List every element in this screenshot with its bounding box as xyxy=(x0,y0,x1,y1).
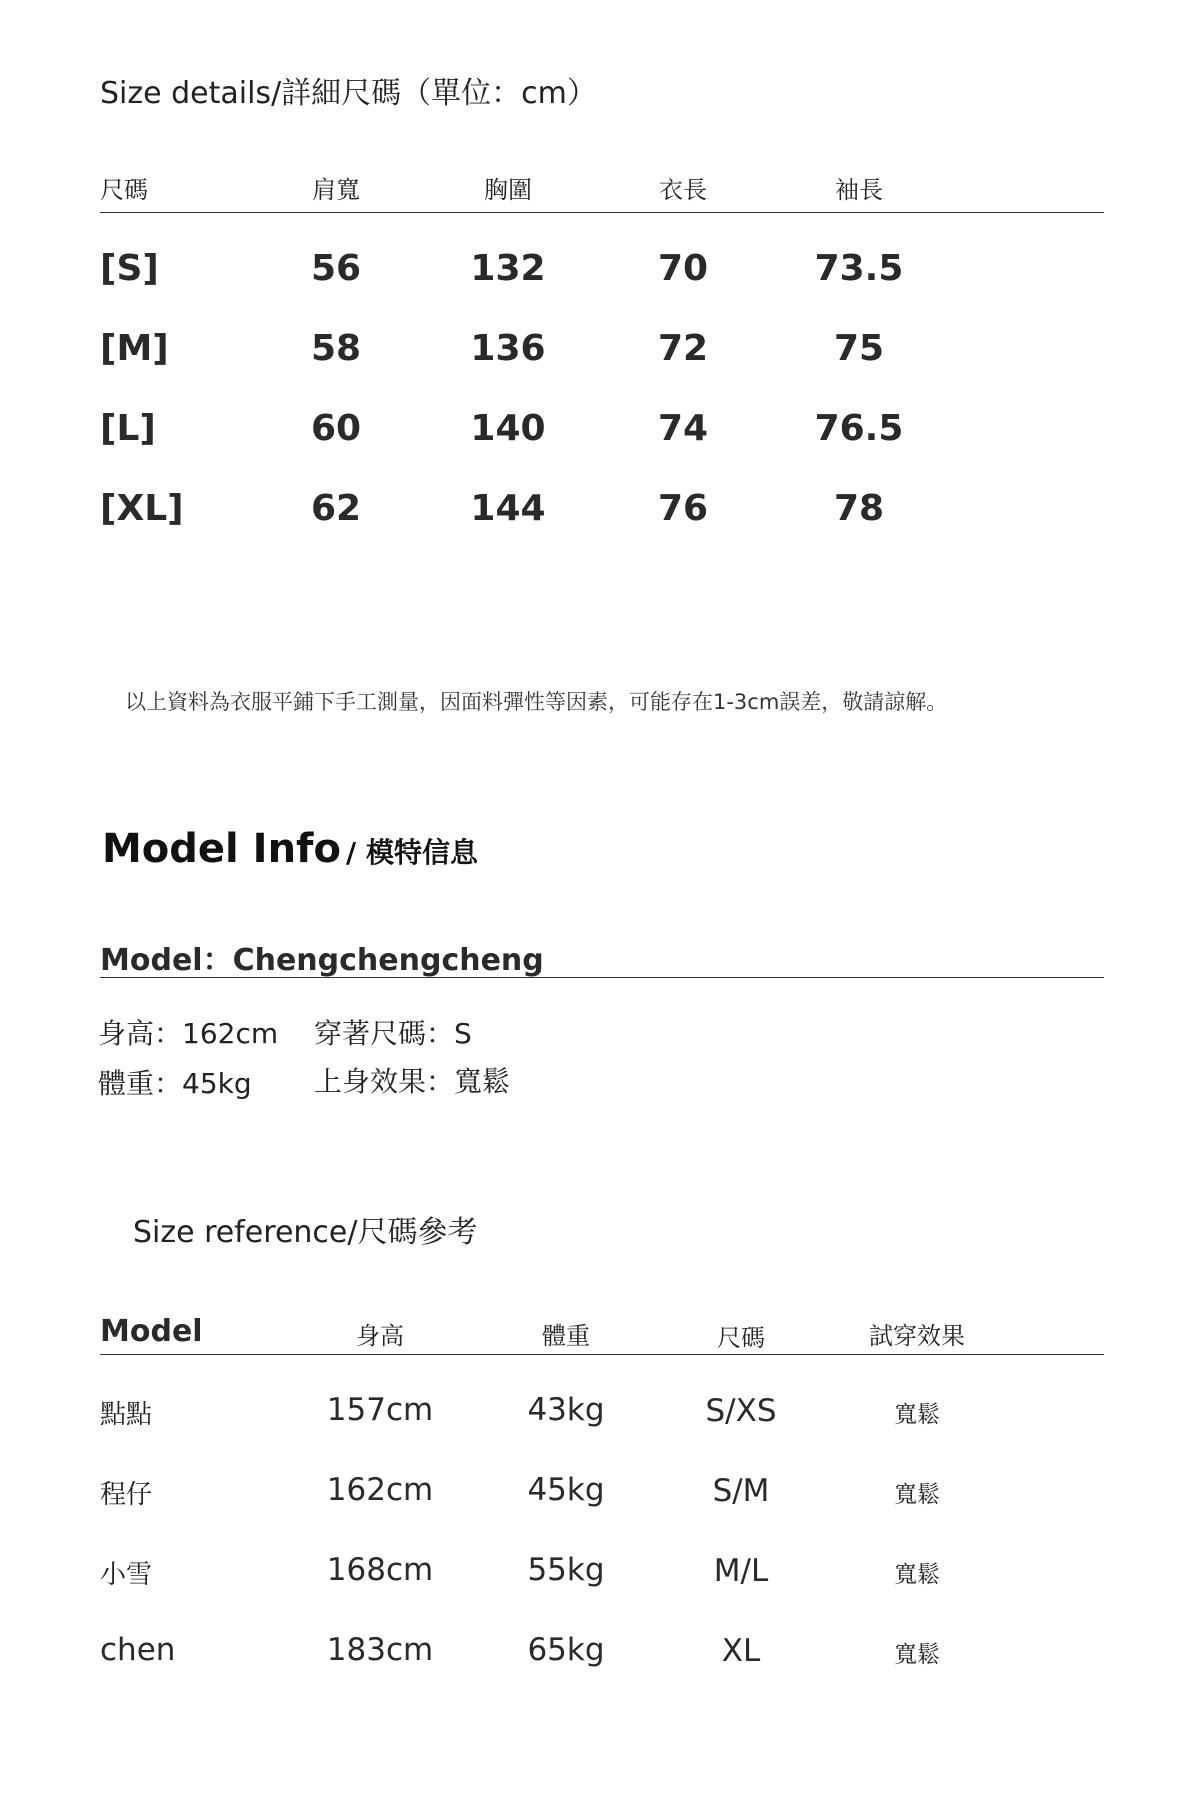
model-name-cell: 小雪 xyxy=(100,1560,153,1590)
header-size: 尺碼 xyxy=(717,1324,765,1352)
fit-cell: 寬鬆 xyxy=(894,1402,940,1428)
model-name-cell: chen xyxy=(100,1632,176,1668)
size-reference-title: Size reference/尺碼參考 xyxy=(133,1215,478,1250)
chest-value: 136 xyxy=(470,328,546,369)
length-value: 70 xyxy=(657,248,709,289)
header-fit: 試穿效果 xyxy=(869,1322,965,1350)
sleeve-value: 76.5 xyxy=(814,408,904,449)
model-info-heading xyxy=(102,826,478,872)
model-height: 身高：162cm xyxy=(98,1017,279,1050)
height-cell: 162cm xyxy=(326,1472,434,1508)
size-cell: XL xyxy=(721,1633,761,1669)
reference-table-divider xyxy=(100,1354,1104,1355)
fit-cell: 寬鬆 xyxy=(894,1482,940,1508)
size-label: [XL] xyxy=(100,488,184,529)
shoulder-value: 62 xyxy=(310,488,362,529)
model-name: Model：Chengchengcheng xyxy=(100,943,544,978)
size-label: [M] xyxy=(100,328,169,369)
shoulder-value: 56 xyxy=(310,248,362,289)
size-label: [L] xyxy=(100,408,156,449)
model-weight: 體重：45kg xyxy=(98,1067,252,1100)
model-info-divider xyxy=(100,977,1104,978)
shoulder-value: 58 xyxy=(310,328,362,369)
chest-value: 132 xyxy=(470,248,546,289)
fit-cell: 寬鬆 xyxy=(894,1642,940,1668)
header-chest: 胸圍 xyxy=(484,176,532,204)
model-fit: 上身效果：寬鬆 xyxy=(314,1065,511,1098)
model-name-cell: 程仔 xyxy=(100,1480,153,1510)
header-weight: 體重 xyxy=(542,1322,590,1350)
sleeve-value: 78 xyxy=(833,488,885,529)
size-label: [S] xyxy=(100,248,159,289)
height-cell: 157cm xyxy=(326,1392,434,1428)
chest-value: 144 xyxy=(470,488,546,529)
weight-cell: 45kg xyxy=(527,1472,605,1508)
header-shoulder: 肩寬 xyxy=(312,176,360,204)
model-name-cell: 點點 xyxy=(100,1400,153,1430)
height-cell: 168cm xyxy=(326,1552,434,1588)
size-cell: S/XS xyxy=(705,1393,777,1429)
header-size: 尺碼 xyxy=(100,176,148,204)
sleeve-value: 75 xyxy=(833,328,885,369)
model-info-title: Model Info xyxy=(102,826,341,872)
size-cell: M/L xyxy=(713,1553,769,1589)
model-size-worn: 穿著尺碼：S xyxy=(314,1017,472,1050)
header-length: 衣長 xyxy=(659,176,707,204)
height-cell: 183cm xyxy=(326,1632,434,1668)
header-sleeve: 袖長 xyxy=(835,176,883,204)
length-value: 74 xyxy=(657,408,709,449)
chest-value: 140 xyxy=(470,408,546,449)
weight-cell: 65kg xyxy=(527,1632,605,1668)
fit-cell: 寬鬆 xyxy=(894,1562,940,1588)
header-height: 身高 xyxy=(356,1322,404,1350)
size-details-title: Size details/詳細尺碼（單位：cm） xyxy=(100,76,597,111)
length-value: 76 xyxy=(657,488,709,529)
size-cell: S/M xyxy=(712,1473,770,1509)
shoulder-value: 60 xyxy=(310,408,362,449)
model-info-subtitle: / 模特信息 xyxy=(346,836,479,869)
length-value: 72 xyxy=(657,328,709,369)
measurement-note: 以上資料為衣服平鋪下手工測量，因面料彈性等因素，可能存在1-3cm誤差，敬請諒解。 xyxy=(125,690,948,714)
size-table-divider xyxy=(100,212,1104,213)
header-model: Model xyxy=(100,1314,203,1349)
weight-cell: 55kg xyxy=(527,1552,605,1588)
weight-cell: 43kg xyxy=(527,1392,605,1428)
sleeve-value: 73.5 xyxy=(814,248,904,289)
